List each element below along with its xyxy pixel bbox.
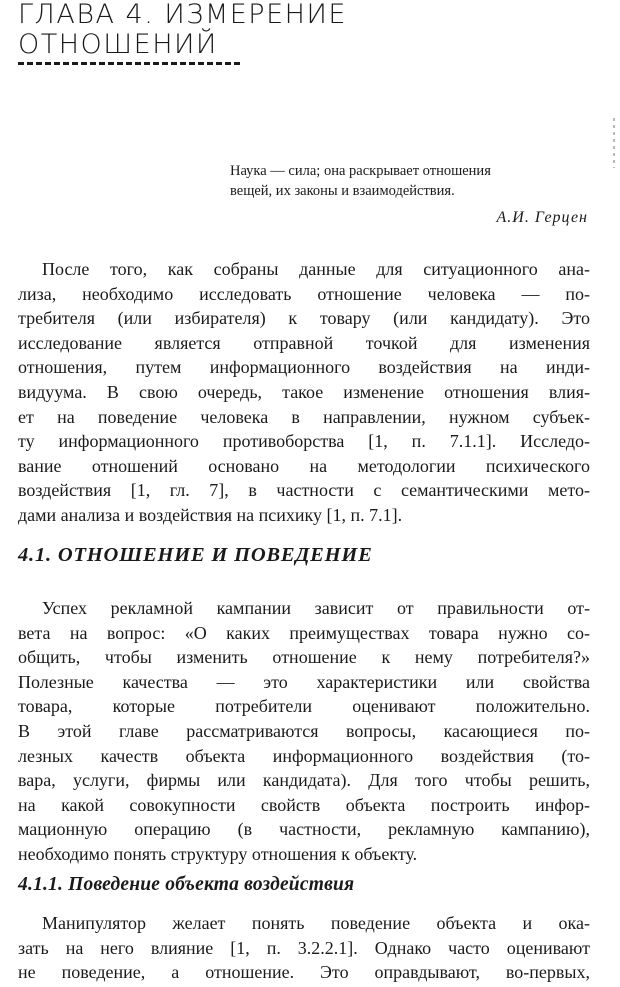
chapter-title-line: ОТНОШЕНИЙ	[18, 29, 218, 60]
margin-mark	[613, 118, 615, 168]
text-line: товара, которые потребители оценивают положительно.	[18, 696, 590, 717]
text-line: зать на него влияние [1, п. 3.2.2.1]. Однако часто оценивают	[18, 937, 590, 958]
chapter-title-underline	[18, 62, 240, 65]
text-line: требителя (или избирателя) к товару (или кандидату). Это	[18, 308, 590, 329]
subsection-heading: 4.1.1. Поведение объекта воздействия	[18, 874, 355, 895]
text-line: воздействия [1, гл. 7], в частности с семантическими мето-	[18, 480, 590, 501]
text-line: исследование является отправной точкой для изменения	[18, 332, 590, 353]
text-line: Успех рекламной кампании зависит от правильности от-	[42, 598, 590, 618]
text-line: вара, услуги, фирмы или кандидата). Для того чтобы решить,	[18, 770, 590, 791]
text-line: необходимо понять структуру отношения к объекту.	[18, 843, 418, 864]
chapter-title-line: ГЛАВА 4. ИЗМЕРЕНИЕ	[18, 0, 347, 30]
subsection-paragraph	[18, 911, 590, 985]
text-line: не поведение, а отношение. Это оправдывают, во-первых,	[18, 962, 590, 983]
text-line: ет на поведение человека в направлении, нужном субъек-	[18, 406, 590, 427]
epigraph-line: Наука — сила; она раскрывает отношения	[230, 163, 491, 179]
section-paragraph	[18, 596, 590, 867]
epigraph-line: вещей, их законы и взаимодействия.	[230, 183, 455, 199]
text-line: После того, как собраны данные для ситуационного ана-	[42, 259, 590, 279]
section-heading: 4.1. ОТНОШЕНИЕ И ПОВЕДЕНИЕ	[18, 544, 373, 566]
text-line: лиза, необходимо исследовать отношение человека — по-	[18, 283, 590, 304]
text-line: Полезные качества — это характеристики или свойства	[18, 671, 590, 692]
epigraph-author: А.И. Герцен	[496, 209, 588, 226]
text-line: общить, чтобы изменить отношение к нему потребителя?»	[18, 647, 590, 668]
text-line: мационную операцию (в частности, рекламную кампанию),	[18, 819, 590, 840]
text-line: лезных качеств объекта информационного воздействия (то-	[18, 745, 590, 766]
text-line: вание отношений основано на методологии психического	[18, 455, 590, 476]
text-line: В этой главе рассматриваются вопросы, касающиеся по-	[18, 720, 590, 741]
text-line: вета на вопрос: «О каких преимуществах товара нужно со-	[18, 622, 590, 643]
chapter-title	[18, 0, 578, 60]
text-line: видуума. В свою очередь, такое изменение отношения влия-	[18, 381, 590, 402]
intro-paragraph	[18, 257, 590, 528]
text-line: дами анализа и воздействия на психику [1, п. 7.1].	[18, 504, 403, 525]
text-line: Манипулятор желает понять поведение объекта и ока-	[42, 913, 590, 933]
text-line: отношения, путем информационного воздействия на инди-	[18, 357, 590, 378]
text-line: на какой совокупности свойств объекта построить инфор-	[18, 794, 590, 815]
epigraph	[230, 161, 590, 201]
text-line: ту информационного противоборства [1, п. 7.1.1]. Исследо-	[18, 431, 590, 452]
